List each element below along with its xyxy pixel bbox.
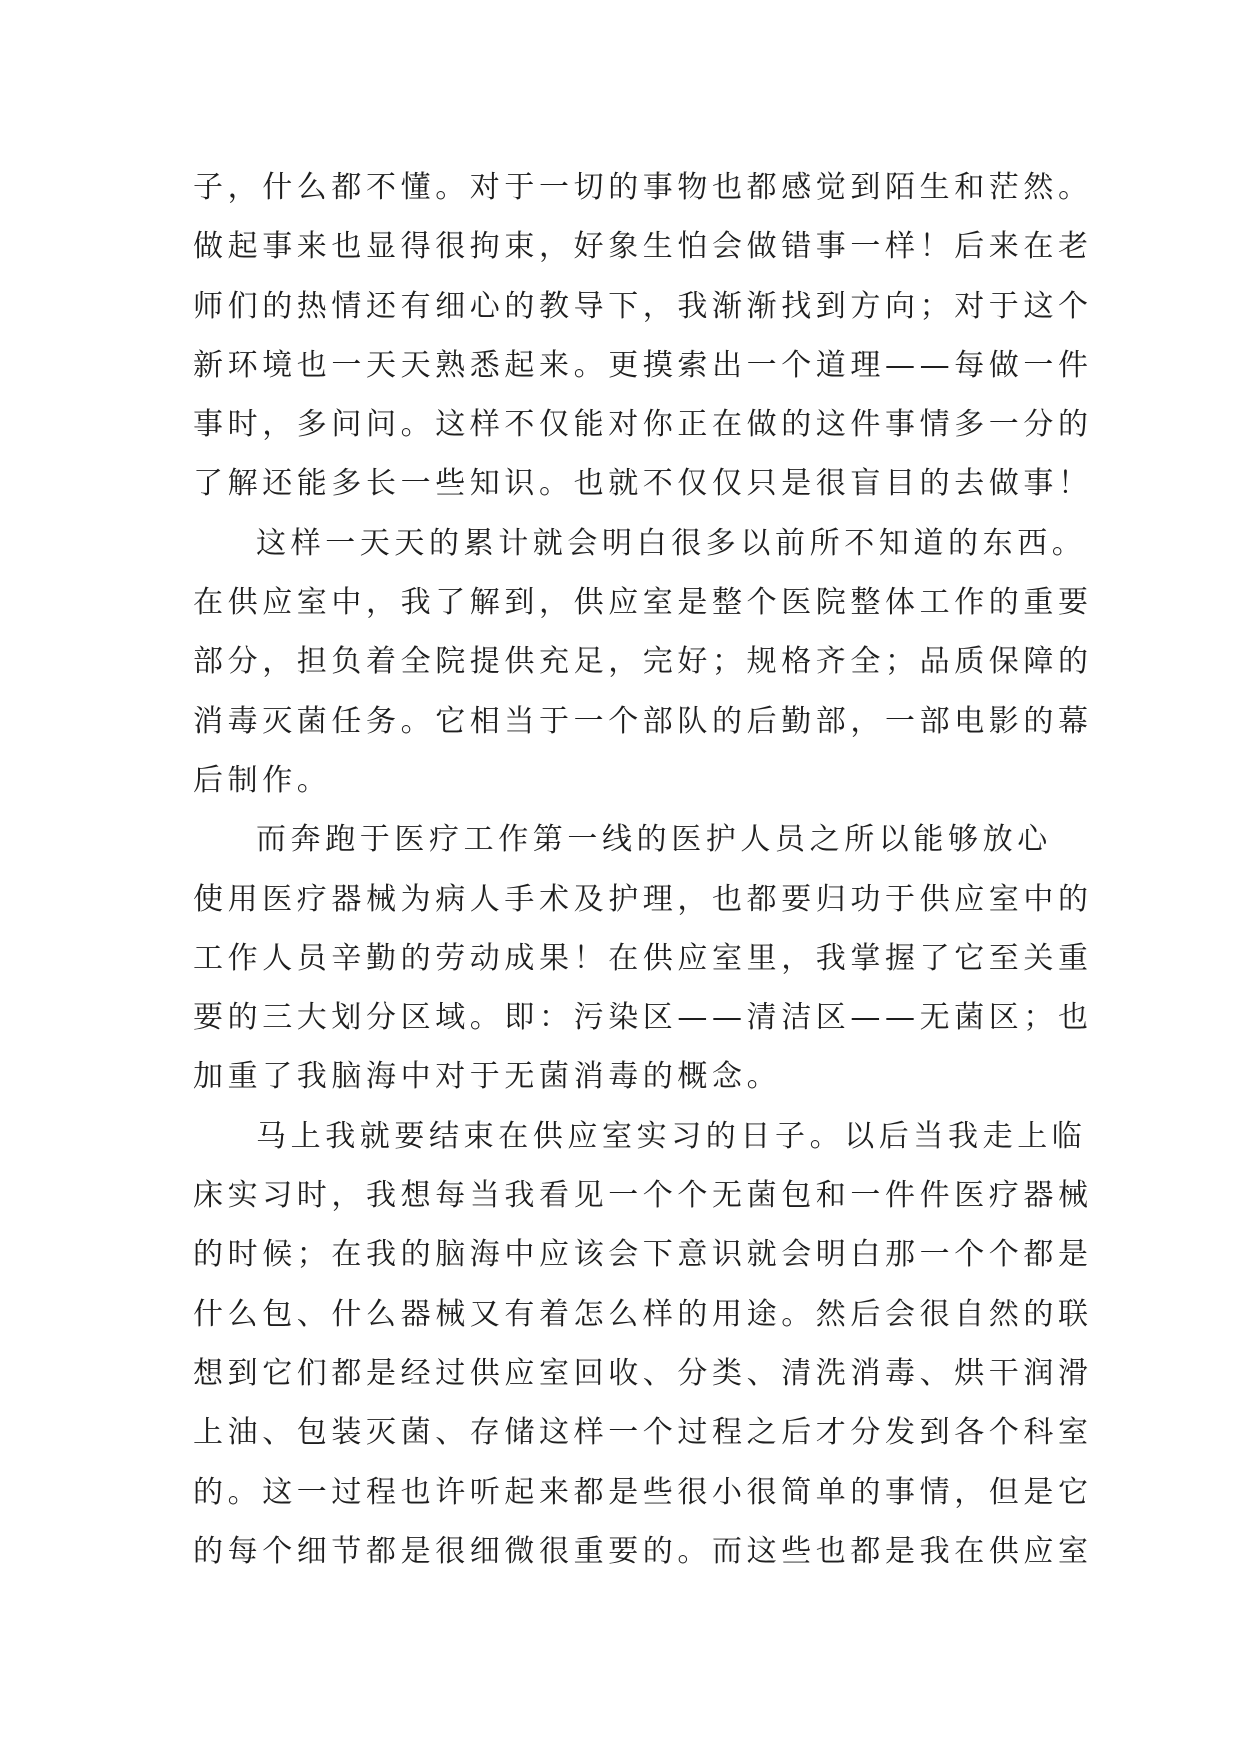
text-line: 床实习时，我想每当我看见一个个无菌包和一件件医疗器械 [193, 1178, 1093, 1214]
text-line: 而奔跑于医疗工作第一线的医护人员之所以能够放心 [256, 822, 1052, 858]
text-line: 要的三大划分区域。即：污染区——清洁区——无菌区；也 [193, 1000, 1093, 1036]
paragraph-1 [193, 158, 1093, 514]
text-line: 上油、包装灭菌、存储这样一个过程之后才分发到各个科室 [193, 1415, 1093, 1451]
document-body [193, 158, 1093, 1581]
text-line: 消毒灭菌任务。它相当于一个部队的后勤部，一部电影的幕 [193, 703, 1093, 739]
text-line: 加重了我脑海中对于无菌消毒的概念。 [193, 1059, 782, 1095]
text-line: 的。这一过程也许听起来都是些很小很简单的事情，但是它 [193, 1474, 1093, 1510]
text-line: 使用医疗器械为病人手术及护理，也都要归功于供应室中的 [193, 881, 1093, 917]
paragraph-2 [193, 514, 1093, 810]
paragraph-3 [193, 810, 1093, 1106]
text-line: 子，什么都不懂。对于一切的事物也都感觉到陌生和茫然。 [193, 170, 1093, 205]
text-line: 做起事来也显得很拘束，好象生怕会做错事一样！后来在老 [193, 229, 1093, 265]
text-line: 新环境也一天天熟悉起来。更摸索出一个道理——每做一件 [193, 347, 1093, 383]
text-line: 什么包、什么器械又有着怎么样的用途。然后会很自然的联 [193, 1296, 1093, 1332]
text-line: 部分，担负着全院提供充足，完好；规格齐全；品质保障的 [193, 644, 1093, 680]
text-line: 了解还能多长一些知识。也就不仅仅只是很盲目的去做事！ [193, 466, 1093, 502]
text-line: 马上我就要结束在供应室实习的日子。以后当我走上临 [256, 1118, 1087, 1154]
text-line: 工作人员辛勤的劳动成果！在供应室里，我掌握了它至关重 [193, 940, 1093, 976]
text-line: 事时，多问问。这样不仅能对你正在做的这件事情多一分的 [193, 407, 1093, 443]
text-line: 的时候；在我的脑海中应该会下意识就会明白那一个个都是 [193, 1237, 1093, 1273]
text-line: 想到它们都是经过供应室回收、分类、清洗消毒、烘干润滑 [193, 1355, 1093, 1391]
text-line: 后制作。 [193, 762, 332, 798]
text-line: 在供应室中，我了解到，供应室是整个医院整体工作的重要 [193, 585, 1093, 621]
paragraph-4 [193, 1107, 1093, 1581]
text-line: 师们的热情还有细心的教导下，我渐渐找到方向；对于这个 [193, 288, 1093, 324]
text-line: 的每个细节都是很细微很重要的。而这些也都是我在供应室 [193, 1533, 1093, 1569]
text-line: 这样一天天的累计就会明白很多以前所不知道的东西。 [256, 525, 1087, 561]
